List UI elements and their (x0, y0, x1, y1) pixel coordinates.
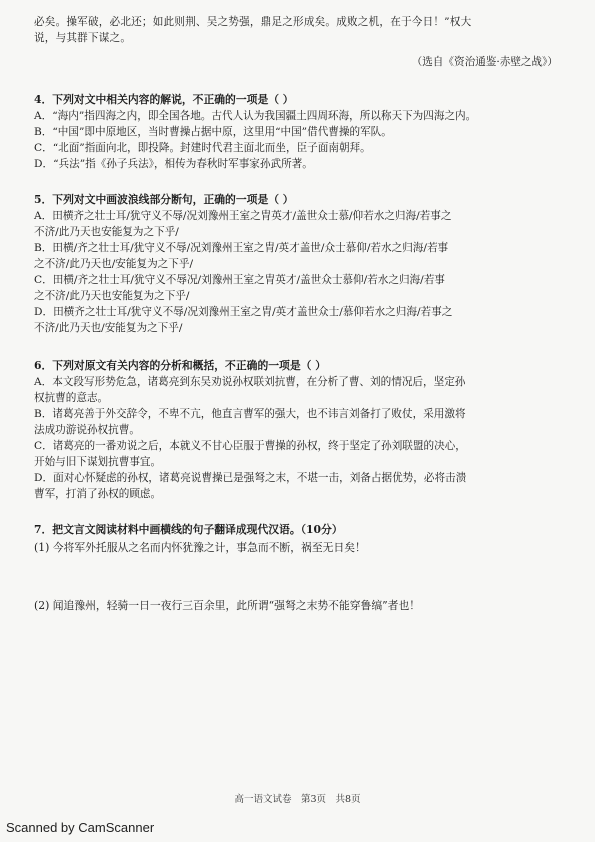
option-line: D．面对心怀疑虑的孙权，诸葛亮说曹操已是强弩之末，不堪一击，刘备占据优势，必将击溃 (34, 472, 467, 484)
question-4 (34, 92, 564, 172)
option-line: 法成功游说孙权抗曹。 (34, 424, 140, 436)
option-line: A．本文段写形势危急，诸葛亮到东吴劝说孙权联刘抗曹，在分析了曹、刘的情况后，坚定孙 (34, 376, 466, 388)
option-line: 权抗曹的意志。 (34, 392, 109, 404)
option-c (34, 272, 564, 304)
option-d (34, 470, 564, 502)
option-line: B．田横/齐之壮士耳/犹守义不辱/况刘豫州王室之胄/英才盖世/众士慕仰/若水之归海/若事 (34, 242, 449, 254)
passage-tail (34, 14, 564, 70)
option-a (34, 374, 564, 406)
option-c: C．“北面”指面向北，即投降。封建时代君主面北而坐，臣子面南朝拜。 (34, 142, 371, 154)
question-7 (34, 522, 564, 614)
option-a: A．“海内”指四海之内，即全国各地。古代人认为我国疆土四周环海，所以称天下为四海之内。 (34, 110, 477, 122)
question-6 (34, 358, 564, 502)
scanner-watermark: Scanned by CamScanner (6, 820, 155, 835)
passage-source: （选自《资治通鉴·赤壁之战》） (411, 56, 558, 68)
option-d (34, 304, 564, 336)
option-b (34, 240, 564, 272)
passage-line: 必矣。操军破，必北还；如此则荆、吴之势强，鼎足之形成矣。成败之机，在于今日！”权大 (34, 16, 472, 28)
option-line: A．田横齐之壮士耳/犹守义不辱/况刘豫州王室之胄英才/盖世众士慕/仰若水之归海/若事之 (34, 210, 452, 222)
option-b: B．“中国”即中原地区，当时曹操占据中原，这里用“中国”借代曹操的军队。 (34, 126, 392, 138)
option-line: 之不济/此乃天也安能复为之下乎/ (34, 290, 190, 302)
translation-item-2: (2) 闻追豫州，轻骑一日一夜行三百余里，此所谓“强弩之末势不能穿鲁缟”者也！ (34, 599, 421, 612)
option-line: 曹军，打消了孙权的顾虑。 (34, 488, 162, 500)
question-stem: 6．下列对原文有关内容的分析和概括，不正确的一项是（ ） (34, 359, 326, 372)
option-line: 不济/此乃天也/安能复为之下乎/ (34, 322, 183, 334)
option-line: B．诸葛亮善于外交辞令，不卑不亢，他直言曹军的强大，也不讳言刘备打了败仗，采用激将 (34, 408, 466, 420)
option-line: 不济/此乃天也安能复为之下乎/ (34, 226, 179, 238)
page-footer: 高一语文试卷 第3页 共8页 (234, 794, 361, 805)
question-stem: 7．把文言文阅读材料中画横线的句子翻译成现代汉语。（10分） (34, 523, 343, 536)
option-line: 开始与旧下谋划抗曹事宜。 (34, 456, 162, 468)
option-b (34, 406, 564, 438)
translation-item-1: (1) 今将军外托服从之名而内怀犹豫之计，事急而不断，祸至无日矣！ (34, 541, 366, 554)
page-content (34, 14, 564, 614)
answer-space (34, 556, 564, 598)
option-a (34, 208, 564, 240)
question-stem: 5．下列对文中画波浪线部分断句，正确的一项是（ ） (34, 193, 294, 206)
passage-line: 说，与其群下谋之。 (34, 32, 132, 44)
question-5 (34, 192, 564, 336)
option-line: 之不济/此乃天也/安能复为之下乎/ (34, 258, 194, 270)
option-line: C．田横/齐之壮士耳/犹守义不辱况/刘豫州王室之胄英才/盖世众士慕仰/若水之归海/若事 (34, 274, 445, 286)
option-line: C．诸葛亮的一番劝说之后，本就义不甘心臣服于曹操的孙权，终于坚定了孙刘联盟的决心， (34, 440, 466, 452)
option-c (34, 438, 564, 470)
option-line: D．田横齐之壮士耳/犹守义不辱/况刘豫州王室之胄/英才盖世众士/慕仰若水之归海/若事之 (34, 306, 453, 318)
question-stem: 4．下列对文中相关内容的解说，不正确的一项是（ ） (34, 93, 294, 106)
option-d: D．“兵法”指《孙子兵法》，相传为春秋时军事家孙武所著。 (34, 158, 313, 170)
